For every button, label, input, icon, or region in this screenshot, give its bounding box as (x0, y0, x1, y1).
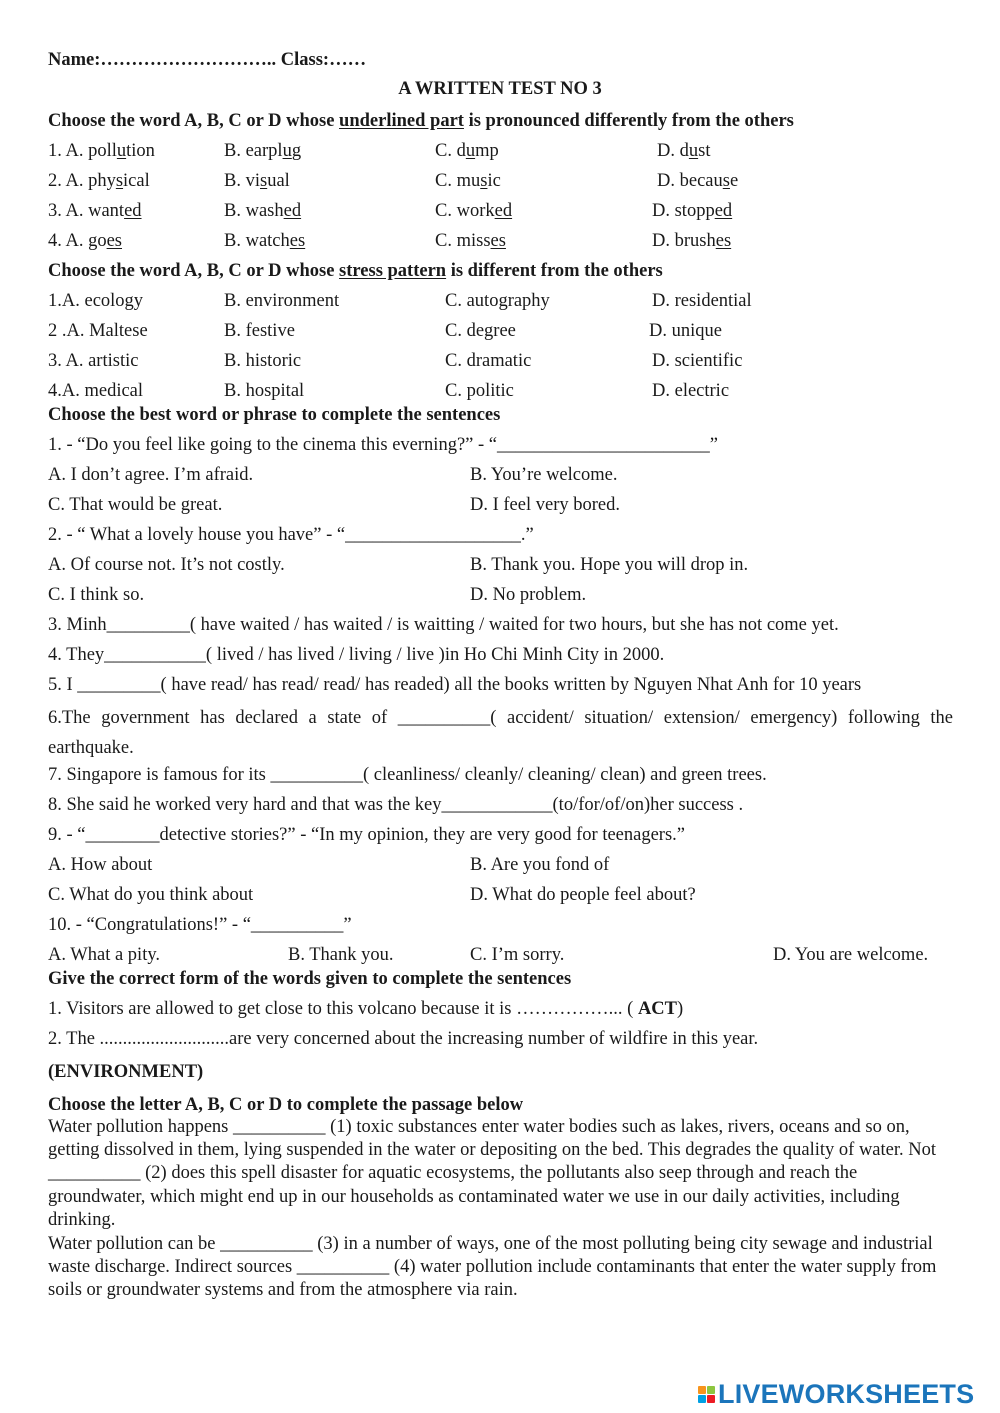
mc-question-5: 5. I _________( have read/ has read/ read/ has readed) all the books written by Nguyen Nhat Anh for 10 years (48, 675, 862, 695)
option-d: D. scientific (652, 351, 743, 371)
option-b: B. Thank you. (288, 945, 394, 965)
mc-question-2-stem: 2. - “ What a lovely house you have” - “___________________.” (48, 525, 534, 545)
option-c: C. worked (435, 201, 513, 221)
mc-question-4: 4. They___________( lived / has lived / living / live )in Ho Chi Minh City in 2000. (48, 645, 665, 665)
option-c: C. politic (445, 381, 514, 401)
passage-paragraph-1: Water pollution happens __________ (1) toxic substances enter water bodies such as lakes, rivers, oceans and so on, getting dissolved in them, lying suspended in the water or depositing on the bed. This degrades the quality of water. Not __________ (2) does this spell disaster for aquatic ecosystems, the pollutants also seep through and reach the groundwater, which might end up in our households as contaminated water we use in our daily activities, including drinking. (48, 1117, 937, 1230)
option-d: D. unique (649, 321, 722, 341)
section5-instruction: Choose the letter A, B, C or D to complete the passage below (48, 1095, 524, 1115)
option-b: B. washed (224, 201, 302, 221)
section1-instruction: Choose the word A, B, C or D whose underlined part is pronounced differently from the others (48, 111, 794, 131)
section4-instruction: Give the correct form of the words given to complete the sentences (48, 969, 572, 989)
logo-square-red (707, 1395, 715, 1403)
word-form-question-1: 1. Visitors are allowed to get close to this volcano because it is ……………... ( ACT) (48, 999, 684, 1019)
option-a: 3. A. wanted (48, 201, 142, 221)
mc-question-10-stem: 10. - “Congratulations!” - “__________” (48, 915, 352, 935)
option-a: 4. A. goes (48, 231, 123, 251)
option-d: D. dust (657, 141, 711, 161)
option-c: C. That would be great. (48, 495, 223, 515)
word-form-question-2-word: (ENVIRONMENT) (48, 1062, 204, 1082)
page-title: A WRITTEN TEST NO 3 (398, 79, 602, 99)
option-b: B. Are you fond of (470, 855, 610, 875)
option-b: B. festive (224, 321, 295, 341)
option-b: B. visual (224, 171, 290, 191)
option-c: C. I think so. (48, 585, 145, 605)
option-d: D. No problem. (470, 585, 587, 605)
option-d: D. residential (652, 291, 752, 311)
option-d: D. stopped (652, 201, 733, 221)
option-d: D. I feel very bored. (470, 495, 620, 515)
option-b: B. environment (224, 291, 340, 311)
logo-square-green (707, 1386, 715, 1394)
word-form-question-2: 2. The ............................are very concerned about the increasing number of wildfire in this year. (48, 1029, 759, 1049)
option-d: D. brushes (652, 231, 732, 251)
option-d: D. because (657, 171, 739, 191)
option-c: C. misses (435, 231, 506, 251)
logo-mark-icon (698, 1386, 715, 1403)
mc-question-9-stem: 9. - “________detective stories?” - “In my opinion, they are very good for teenagers.” (48, 825, 685, 845)
option-b: B. Thank you. Hope you will drop in. (470, 555, 749, 575)
option-c: C. autography (445, 291, 550, 311)
mc-question-1-stem: 1. - “Do you feel like going to the cinema this everning?” - “_______________________” (48, 435, 718, 455)
option-a: 3. A. artistic (48, 351, 139, 371)
option-c: C. What do you think about (48, 885, 254, 905)
option-c: C. dump (435, 141, 499, 161)
option-d: D. electric (652, 381, 730, 401)
option-c: C. I’m sorry. (470, 945, 565, 965)
option-b: B. historic (224, 351, 302, 371)
passage-paragraph-2: Water pollution can be __________ (3) in a number of ways, one of the most polluting being city sewage and industrial waste discharge. Indirect sources __________ (4) water pollution include contaminants that enter the water supply from soils or groundwater systems and from the atmosphere via rain. (48, 1234, 937, 1301)
option-b: B. earplug (224, 141, 302, 161)
option-b: B. hospital (224, 381, 305, 401)
option-a: A. How about (48, 855, 153, 875)
option-c: C. music (435, 171, 501, 191)
logo-text: LIVEWORKSHEETS (718, 1378, 975, 1409)
option-d: D. What do people feel about? (470, 885, 696, 905)
section3-instruction: Choose the best word or phrase to complete the sentences (48, 405, 501, 425)
option-a: 2 .A. Maltese (48, 321, 148, 341)
liveworksheets-logo (698, 1378, 974, 1410)
option-a: A. Of course not. It’s not costly. (48, 555, 285, 575)
option-c: C. dramatic (445, 351, 532, 371)
option-a: A. I don’t agree. I’m afraid. (48, 465, 254, 485)
mc-question-8: 8. She said he worked very hard and that was the key____________(to/for/of/on)her success . (48, 795, 744, 815)
option-a: 1.A. ecology (48, 291, 144, 311)
name-class-line: Name:……………………….. Class:…… (48, 50, 367, 70)
mc-question-6: 6.The government has declared a state of __________( accident/ situation/ extension/ emergency) following the earthquake. (48, 708, 953, 758)
option-d: D. You are welcome. (773, 945, 929, 965)
option-b: B. You’re welcome. (470, 465, 618, 485)
option-a: 4.A. medical (48, 381, 144, 401)
option-a: 2. A. physical (48, 171, 150, 191)
section2-instruction: Choose the word A, B, C or D whose stress pattern is different from the others (48, 261, 663, 281)
option-c: C. degree (445, 321, 516, 341)
option-b: B. watches (224, 231, 306, 251)
mc-question-3: 3. Minh_________( have waited / has waited / is waitting / waited for two hours, but she has not come yet. (48, 615, 839, 635)
mc-question-7: 7. Singapore is famous for its __________( cleanliness/ cleanly/ cleaning/ clean) and green trees. (48, 765, 767, 785)
logo-square-blue (698, 1395, 706, 1403)
option-a: A. What a pity. (48, 945, 161, 965)
option-a: 1. A. pollution (48, 141, 155, 161)
logo-square-orange (698, 1386, 706, 1394)
